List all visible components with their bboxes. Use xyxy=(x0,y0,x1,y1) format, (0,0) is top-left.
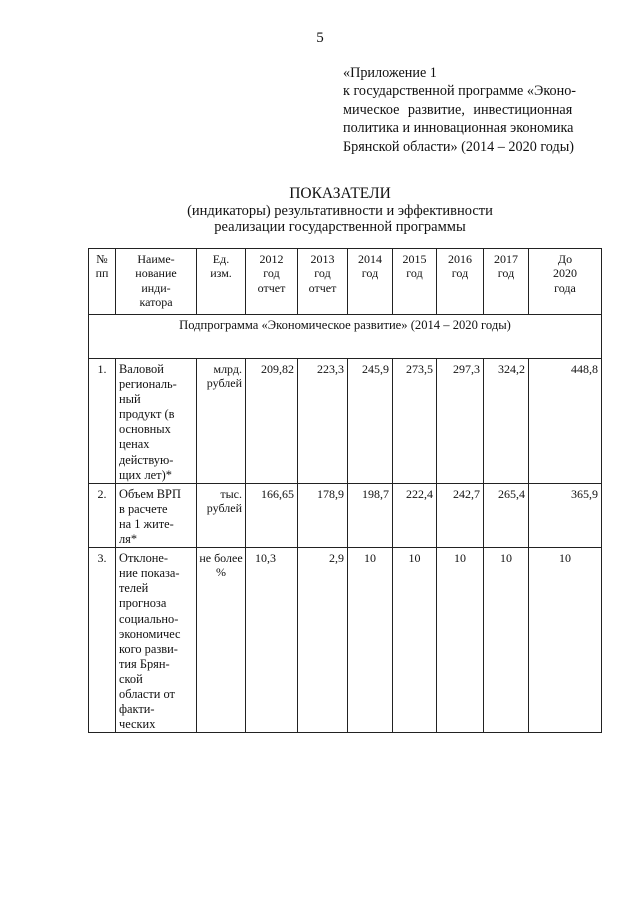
value-2014: 10 xyxy=(348,548,393,733)
subprogram-row xyxy=(89,315,602,359)
value-2020: 10 xyxy=(529,548,602,733)
value-2013: 178,9 xyxy=(298,483,348,547)
appendix-reference xyxy=(343,64,603,156)
header-year-2013: 2013 год отчет xyxy=(298,249,348,315)
unit: не более % xyxy=(197,548,246,733)
value-2016: 10 xyxy=(437,548,484,733)
value-2016: 242,7 xyxy=(437,483,484,547)
value-2017: 10 xyxy=(484,548,529,733)
appendix-line: к государственной программе «Эконо- xyxy=(343,83,577,100)
value-2016: 297,3 xyxy=(437,359,484,484)
value-2012: 10,3 xyxy=(246,548,298,733)
value-2013: 223,3 xyxy=(298,359,348,484)
appendix-line: «Приложение 1 xyxy=(343,65,437,81)
table-row xyxy=(89,548,602,733)
document-title xyxy=(0,186,640,236)
page-number: 5 xyxy=(316,30,324,46)
row-number: 3. xyxy=(89,548,116,733)
value-2012: 166,65 xyxy=(246,483,298,547)
unit: млрд. рублей xyxy=(197,359,246,484)
value-2020: 448,8 xyxy=(529,359,602,484)
header-indicator-name: Наиме- нование инди- катора xyxy=(116,249,197,315)
value-2017: 324,2 xyxy=(484,359,529,484)
value-2020: 365,9 xyxy=(529,483,602,547)
header-year-2016: 2016 год xyxy=(437,249,484,315)
table-row xyxy=(89,483,602,547)
header-unit: Ед. изм. xyxy=(197,249,246,315)
value-2013: 2,9 xyxy=(298,548,348,733)
header-year-2017: 2017 год xyxy=(484,249,529,315)
subprogram-title: Подпрограмма «Экономическое развитие» (2014 – 2020 годы) xyxy=(89,315,602,359)
value-2015: 273,5 xyxy=(393,359,437,484)
row-number: 2. xyxy=(89,483,116,547)
title-line-2: (индикаторы) результативности и эффективности xyxy=(187,202,493,219)
appendix-line: Брянской области» (2014 – 2020 годы) xyxy=(343,138,574,155)
indicator-name: Валовой региональ- ный продукт (в основных ценах действую- щих лет)* xyxy=(116,359,197,484)
value-2014: 198,7 xyxy=(348,483,393,547)
title-line-3: реализации государственной программы xyxy=(214,219,466,235)
value-2015: 10 xyxy=(393,548,437,733)
indicator-name: Объем ВРП в расчете на 1 жите- ля* xyxy=(116,483,197,547)
value-2012: 209,82 xyxy=(246,359,298,484)
indicator-name: Отклоне- ние показа- телей прогноза социально- экономичес кого разви- тия Брян- ской области от факти- ческих xyxy=(116,548,197,733)
header-year-2014: 2014 год xyxy=(348,249,393,315)
table-row xyxy=(89,359,602,484)
appendix-line: мическое развитие, инвестиционная xyxy=(343,101,573,118)
row-number: 1. xyxy=(89,359,116,484)
header-number: № пп xyxy=(89,249,116,315)
indicators-table xyxy=(88,248,602,733)
header-year-2015: 2015 год xyxy=(393,249,437,315)
header-year-2012: 2012 год отчет xyxy=(246,249,298,315)
table-header-row xyxy=(89,249,602,315)
value-2014: 245,9 xyxy=(348,359,393,484)
value-2015: 222,4 xyxy=(393,483,437,547)
appendix-line: политика и инновационная экономика xyxy=(343,120,574,137)
value-2017: 265,4 xyxy=(484,483,529,547)
header-year-2020: До 2020 года xyxy=(529,249,602,315)
title-main: ПОКАЗАТЕЛИ xyxy=(289,185,391,202)
unit: тыс. рублей xyxy=(197,483,246,547)
